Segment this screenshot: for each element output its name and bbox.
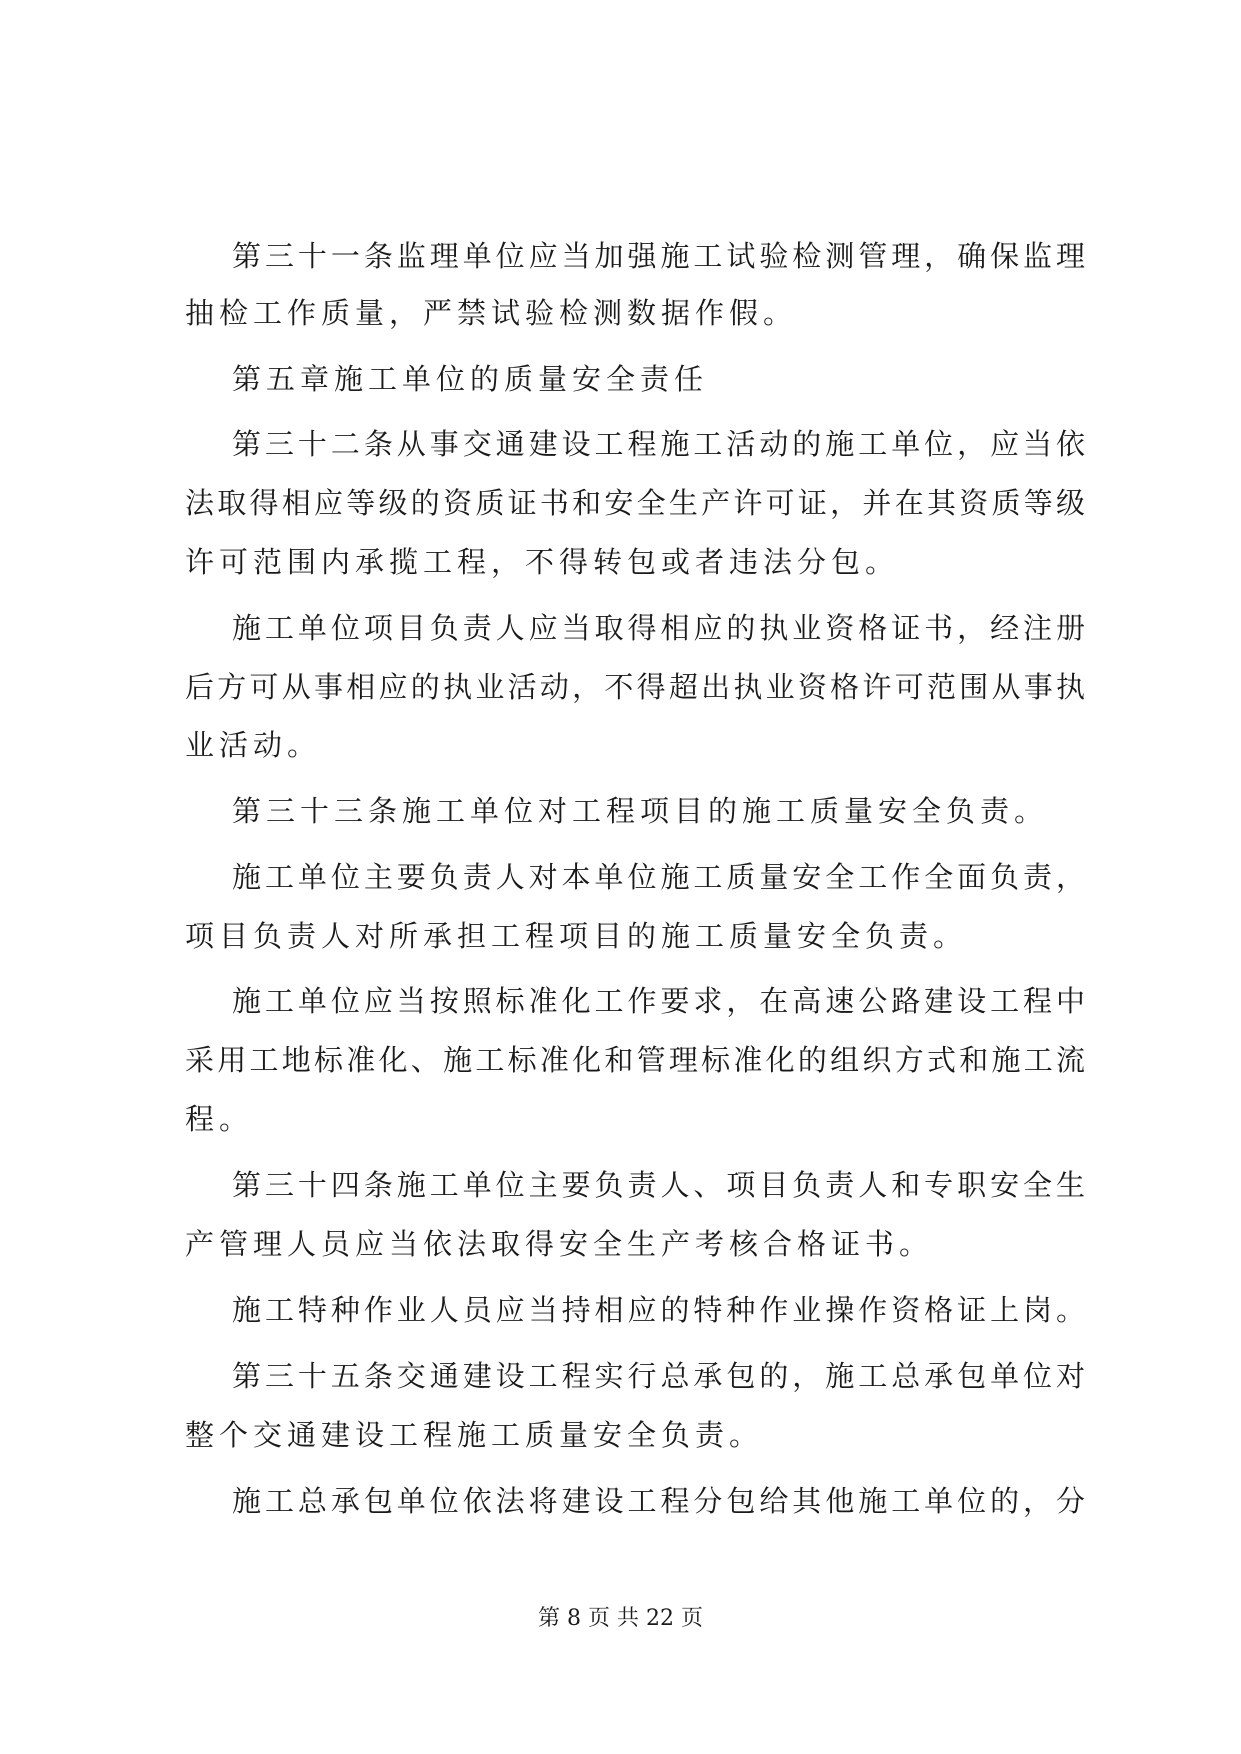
chapter-heading: 第五章施工单位的质量安全责任 xyxy=(232,362,709,396)
text-line: 产管理人员应当依法取得安全生产考核合格证书。 xyxy=(185,1227,934,1261)
text-line: 第三十一条监理单位应当加强施工试验检测管理，确保监理 xyxy=(232,239,1085,273)
text-line: 许可范围内承揽工程，不得转包或者违法分包。 xyxy=(185,545,900,579)
text-line: 第三十五条交通建设工程实行总承包的，施工总承包单位对 xyxy=(232,1359,1085,1393)
text-line: 施工单位应当按照标准化工作要求，在高速公路建设工程中 xyxy=(232,984,1085,1018)
text-line: 施工总承包单位依法将建设工程分包给其他施工单位的，分 xyxy=(232,1484,1085,1518)
text-line: 施工特种作业人员应当持相应的特种作业操作资格证上岗。 xyxy=(232,1293,1085,1327)
text-line: 施工单位项目负责人应当取得相应的执业资格证书，经注册 xyxy=(232,611,1085,645)
text-line: 后方可从事相应的执业活动，不得超出执业资格许可范围从事执 xyxy=(185,670,1085,704)
text-line: 第三十四条施工单位主要负责人、项目负责人和专职安全生 xyxy=(232,1168,1085,1202)
text-line: 程。 xyxy=(185,1102,254,1136)
text-line: 业活动。 xyxy=(185,728,322,762)
text-line: 抽检工作质量，严禁试验检测数据作假。 xyxy=(185,296,798,330)
text-line: 施工单位主要负责人对本单位施工质量安全工作全面负责， xyxy=(232,860,1085,894)
text-line: 第三十三条施工单位对工程项目的施工质量安全负责。 xyxy=(232,794,1049,828)
text-line: 法取得相应等级的资质证书和安全生产许可证，并在其资质等级 xyxy=(185,486,1085,520)
text-line: 项目负责人对所承担工程项目的施工质量安全负责。 xyxy=(185,919,968,953)
text-line: 第三十二条从事交通建设工程施工活动的施工单位，应当依 xyxy=(232,427,1085,461)
text-line: 采用工地标准化、施工标准化和管理标准化的组织方式和施工流 xyxy=(185,1043,1085,1077)
text-line: 整个交通建设工程施工质量安全负责。 xyxy=(185,1418,764,1452)
page-number-footer: 第 8 页 共 22 页 xyxy=(538,1606,703,1631)
